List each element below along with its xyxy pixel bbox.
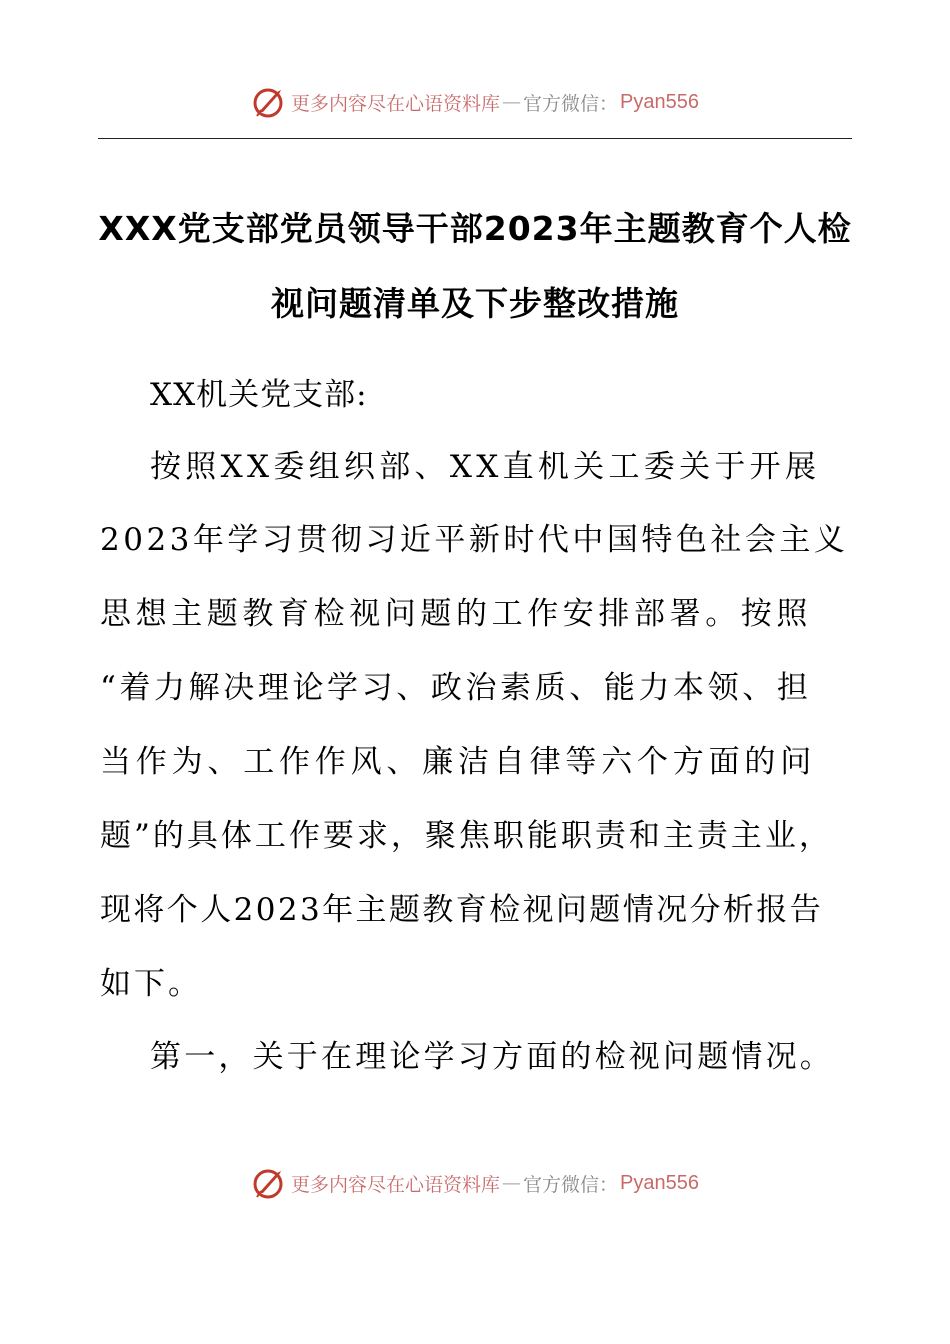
- header-banner: [0, 82, 950, 122]
- paragraph-line: 如下。: [100, 966, 202, 1002]
- banner-text: 更多内容尽在心语资料库: [291, 92, 501, 115]
- banner-wechat-id: Pyan556: [620, 1171, 699, 1194]
- salutation: XX机关党支部:: [150, 377, 368, 413]
- quill-pen-logo-icon: [251, 1165, 287, 1201]
- footer-banner: [0, 1163, 950, 1203]
- quill-pen-logo-icon: [251, 84, 287, 120]
- paragraph-line: 当作为、工作作风、廉洁自律等六个方面的问: [100, 744, 816, 780]
- document-title-line-1: XXX党支部党员领导干部2023年主题教育个人检: [98, 209, 852, 248]
- paragraph-line: 现将个人2023年主题教育检视问题情况分析报告: [100, 892, 824, 928]
- banner-text: 更多内容尽在心语资料库: [291, 1173, 501, 1196]
- section-heading: 第一，关于在理论学习方面的检视问题情况。: [150, 1039, 834, 1075]
- paragraph-line: 思想主题教育检视问题的工作安排部署。按照: [100, 596, 812, 632]
- banner-wechat-label: 官方微信：: [523, 1173, 619, 1196]
- banner-separator: —: [502, 1172, 522, 1194]
- paragraph-line: 题”的具体工作要求，聚焦职能职责和主责主业，: [100, 818, 833, 854]
- header-divider: [98, 138, 852, 139]
- paragraph-line: 按照XX委组织部、XX直机关工委关于开展: [150, 449, 821, 485]
- document-title-line-2: 视问题清单及下步整改措施: [271, 284, 679, 323]
- banner-wechat-id: Pyan556: [620, 90, 699, 113]
- paragraph-line: 2023年学习贯彻习近平新时代中国特色社会主义: [100, 522, 849, 558]
- paragraph-line: “着力解决理论学习、政治素质、能力本领、担: [100, 670, 812, 706]
- banner-wechat-label: 官方微信：: [523, 92, 619, 115]
- banner-separator: —: [502, 91, 522, 113]
